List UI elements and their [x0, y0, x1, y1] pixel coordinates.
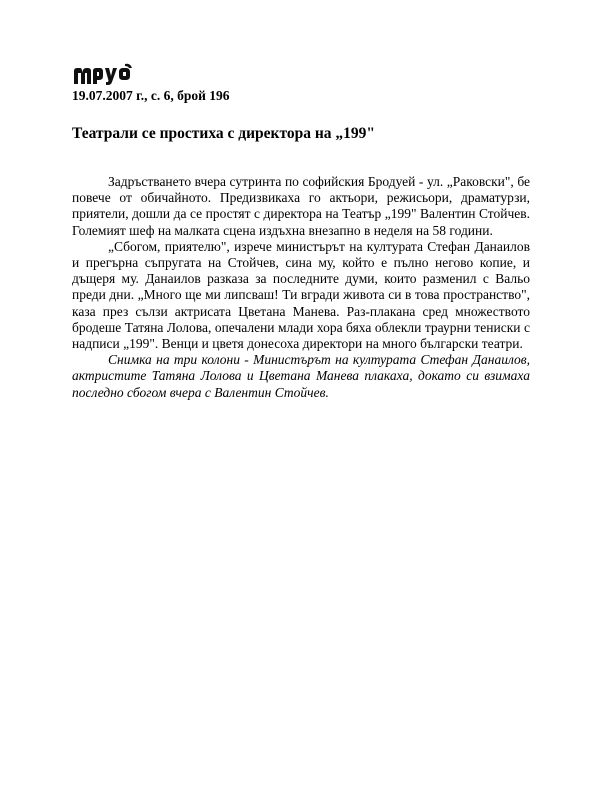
trud-logo [72, 62, 136, 88]
article-paragraph: Задръстването вчера сутринта по софийския Бродуей - ул. „Раковски", бе повече от обичайното. Предизвикаха го актьори, режисьори, драматурзи, приятели, дошли да се простят с директора на Театър „199" Валентин Стойчев. Големият шеф на малката сцена издъхна внезапно в неделя на 58 години. [72, 174, 530, 238]
article-paragraph: „Сбогом, приятелю", изрече министърът на културата Стефан Данаилов и прегърна съпругата на Стойчев, сина му, който е пълно негово копие, и дъщеря му. Данаилов разказа за последните думи, които разменил с Вальо преди дни. „Много ще ми липсваш! Ти вгради живота си в това пространство", каза през сълзи актрисата Цветана Манева. Раз-плакана сред множеството бродеше Татяна Лолова, опечалени млади хора бяха облекли траурни тениски с надписи „199". Венци и цветя донесоха директори на много български театри. [72, 238, 530, 352]
photo-caption: Снимка на три колони - Министърът на културата Стефан Данаилов, актристите Татяна Лолова и Цветана Манева плакаха, докато си взимаха последно сбогом вчера с Валентин Стойчев. [72, 352, 530, 400]
document-page [72, 62, 530, 401]
article-body [72, 174, 530, 401]
article-headline: Театрали се простиха с директора на „199" [72, 125, 376, 142]
source-line: 19.07.2007 г., с. 6, брой 196 [72, 88, 230, 103]
